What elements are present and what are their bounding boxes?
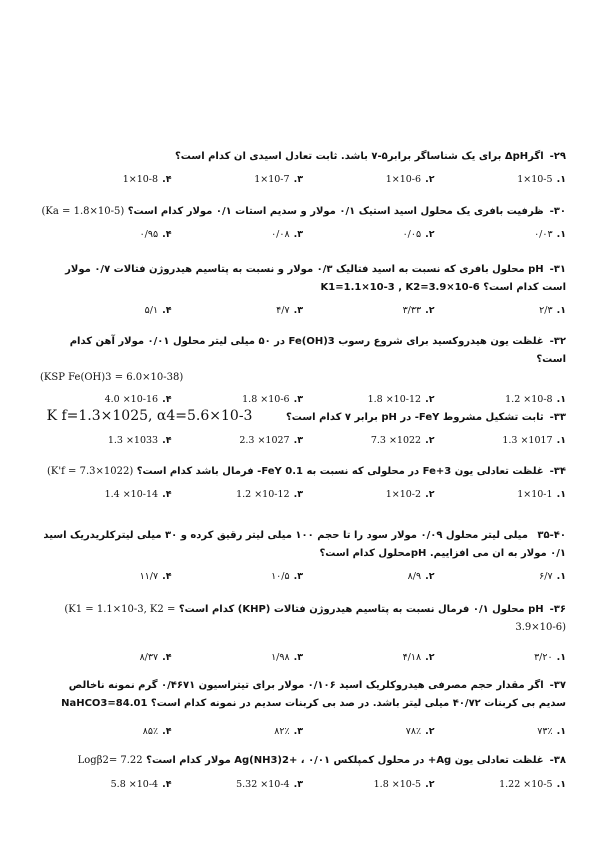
option-id: ۳. [293,726,303,737]
option-3[interactable] [172,570,304,584]
options-row [40,228,566,242]
option-id: ۲. [425,305,435,316]
question-number: ۳۵- [537,530,554,541]
option-1[interactable] [435,434,567,448]
question-34 [40,463,566,502]
option-value: 2.3 ×1027 [239,435,290,446]
option-value: ۰/۰۵ [402,229,422,240]
question-number: ۳۴- [549,466,566,477]
question-text: ۴۰ میلی لیتر محلول ۰/۰۹ مولار سود را تا حجم ۱۰۰ میلی لیتر رقیق کرده و ۳۰ میلی لیترکلریدریک اسید ۰/۱ مولار به ان می افزاییم. pHمحلول کدام است؟ [43,530,566,559]
option-1[interactable] [435,725,567,739]
option-value: ۲/۳ [539,305,553,316]
option-value: 5.8 ×10-4 [110,779,159,790]
option-3[interactable] [172,173,304,187]
option-value: 4.0 ×10-16 [104,394,159,405]
option-value: 1×10-5 [517,174,553,185]
question-text: غلظت تعادلی یون Ag+ در محلول کمپلکس Ag(NH3)2+ ، ۰/۰۱ مولار کدام است؟ [146,755,544,766]
question-stem [40,463,566,481]
question-stem [40,203,566,221]
option-id: ۲. [425,229,435,240]
option-id: ۱. [556,489,566,500]
option-2[interactable] [303,725,435,739]
option-value: ۰/۹۵ [139,229,159,240]
option-4[interactable] [40,304,172,318]
option-1[interactable] [435,488,567,502]
option-id: ۴. [162,571,172,582]
option-4[interactable] [40,725,172,739]
question-stem [40,261,566,297]
option-4[interactable] [40,393,172,407]
option-id: ۳. [293,779,303,790]
option-3[interactable] [172,228,304,242]
option-value: ۸۵٪ [142,726,159,737]
option-value: 1.2 ×10-12 [236,489,290,500]
option-value: 1.3 ×1033 [107,435,159,446]
option-id: ۴. [162,435,172,446]
option-3[interactable] [172,725,304,739]
question-number: ۳۲- [549,336,566,347]
option-value: ۸/۳۷ [139,652,159,663]
option-id: ۴. [162,489,172,500]
question-stem [40,601,566,637]
option-id: ۱. [556,305,566,316]
question-text: اگرΔpH برای یک شناساگر برابر۵-۷ باشد. ثابت تعادل اسیدی ان کدام است؟ [174,151,544,162]
option-value: 5.32 ×10-4 [236,779,290,790]
option-4[interactable] [40,570,172,584]
option-1[interactable] [435,651,567,665]
question-number: ۲۹- [549,151,566,162]
option-4[interactable] [40,228,172,242]
option-value: 1.4 ×10-14 [104,489,159,500]
option-value: 1.2 ×10-8 [505,394,553,405]
option-id: ۲. [425,435,435,446]
option-value: ۱۱/۷ [139,571,159,582]
option-id: ۱. [556,571,566,582]
option-1[interactable] [435,173,567,187]
option-value: 1.8 ×10-6 [242,394,290,405]
options-row [40,434,566,448]
option-id: ۲. [425,174,435,185]
options-row [40,488,566,502]
option-id: ۴. [162,174,172,185]
option-value: ۳/۲۰ [534,652,553,663]
option-id: ۴. [162,229,172,240]
kf-constant: (K'f = 7.3×1022) [47,466,134,477]
option-id: ۱. [556,435,566,446]
option-id: ۳. [293,305,303,316]
question-text: pH محلول ۰/۱ فرمال نسبت به پتاسیم هیدروژن فتالات (KHP) کدام است؟ [178,604,544,615]
option-1[interactable] [435,304,567,318]
question-text: غلظت یون هیدروکسید برای شروع رسوب Fe(OH)3 در ۵۰ میلی لیتر محلول ۰/۰۱ مولار آهن کدام است؟ [69,336,566,365]
question-number: ۳۶- [549,604,566,615]
option-value: ۸/۹ [407,571,422,582]
option-id: ۳. [293,435,303,446]
ka-constant: (Ka = 1.8×10-5) [41,206,125,217]
question-text: ظرفیت بافری یک محلول اسید استیک ۰/۱ مولار و سدیم استات ۰/۱ مولار کدام است؟ [127,206,544,217]
question-number: ۳۳- [549,412,566,423]
option-id: ۲. [425,394,435,405]
option-id: ۳. [293,571,303,582]
option-value: ۱۰/۵ [271,571,290,582]
question-stem [40,148,566,166]
option-id: ۳. [293,394,303,405]
option-value: 1×10-7 [254,174,290,185]
option-1[interactable] [435,570,567,584]
option-value: 1×10-6 [385,174,422,185]
option-2[interactable] [303,570,435,584]
option-value: 1.8 ×10-12 [367,394,422,405]
ksp-line [40,369,566,387]
option-value: 1×10-8 [122,174,159,185]
question-text: غلظت تعادلی یون Fe+3 در محلولی که نسبت به 0.1 FeY- فرمال باشد کدام است؟ [136,466,544,477]
option-3[interactable] [172,393,304,407]
option-id: ۱. [556,779,566,790]
option-2[interactable] [303,393,435,407]
option-id: ۲. [425,489,435,500]
question-number: ۳۱- [549,264,566,275]
option-2[interactable] [303,488,435,502]
option-id: ۴. [162,394,172,405]
option-id: ۱. [556,652,566,663]
question-31 [40,261,566,318]
option-id: ۳. [293,229,303,240]
dissociation-constants: K1=1.1×10-3 , K2=3.9×10-6 [320,282,480,293]
option-4[interactable] [40,434,172,448]
option-2[interactable] [303,651,435,665]
options-row [40,725,566,739]
option-value: ۴/۷ [276,305,290,316]
dissociation-constants: (K1 = 1.1×10-3, K2 = 3.9×10-6) [64,604,566,633]
question-number: ۳۸- [549,755,566,766]
options-row [40,393,566,407]
question-text: ثابت تشکیل مشروط FeY- در pH برابر ۷ کدام است؟ [285,412,544,423]
option-1[interactable] [435,778,567,792]
option-1[interactable] [435,393,567,407]
question-stem [40,752,566,770]
option-id: ۴. [162,726,172,737]
option-4[interactable] [40,488,172,502]
question-stem [40,677,566,713]
option-value: 1×10-2 [385,489,422,500]
options-row [40,304,566,318]
question-stem [40,333,566,369]
option-value: ۸۲٪ [274,726,290,737]
option-value: ۶/۷ [539,571,553,582]
option-2[interactable] [303,173,435,187]
question-36 [40,601,566,665]
question-30 [40,203,566,242]
question-stem [40,527,566,563]
options-row [40,570,566,584]
option-id: ۴. [162,305,172,316]
option-id: ۱. [556,174,566,185]
question-stem [40,407,566,427]
option-value: ۴/۱۸ [402,652,422,663]
option-3[interactable] [172,778,304,792]
option-4[interactable] [40,173,172,187]
option-value: 1.8 ×10-5 [373,779,422,790]
option-3[interactable] [172,434,304,448]
option-4[interactable] [40,778,172,792]
question-number: ۳۰- [549,206,566,217]
option-id: ۱. [556,394,566,405]
option-id: ۲. [425,726,435,737]
option-2[interactable] [303,304,435,318]
option-value: ۱/۹۸ [271,652,290,663]
option-id: ۲. [425,779,435,790]
option-value: ۰/۰۳ [534,229,553,240]
question-38 [40,752,566,792]
option-2[interactable] [303,778,435,792]
options-row [40,651,566,665]
options-row [40,173,566,187]
question-37 [40,677,566,739]
option-value: 7.3 ×1022 [370,435,422,446]
option-id: ۳. [293,489,303,500]
option-id: ۱. [556,229,566,240]
question-29 [40,148,566,187]
option-id: ۴. [162,652,172,663]
option-id: ۱. [556,726,566,737]
option-2[interactable] [303,228,435,242]
option-3[interactable] [172,651,304,665]
options-row [40,778,566,792]
option-value: ۳/۳۳ [402,305,422,316]
option-value: ۷۳٪ [537,726,553,737]
question-text: اگر مقدار حجم مصرفی هیدروکلریک اسید ۰/۱۰۶ مولار برای تیتراسیون ۰/۴۶۷۱ گرم نمونه ناخالص سدیم بی کربنات ۴۰/۷۲ میلی لیتر باشد. در صد بی کربنات سدیم در نمونه کدام است؟ [68,680,566,709]
question-32 [40,333,566,407]
option-value: ۰/۰۸ [271,229,290,240]
option-value: 1.3 ×1017 [502,435,553,446]
option-1[interactable] [435,228,567,242]
option-id: ۳. [293,652,303,663]
molar-mass: NaHCO3=84.01 [61,698,148,709]
stability-constant: Logβ2= 7.22 [77,755,143,766]
option-2[interactable] [303,434,435,448]
option-value: 1.22 ×10-5 [499,779,553,790]
option-id: ۳. [293,174,303,185]
question-35 [40,527,566,584]
formation-constant: K f=1.3×1025, α4=5.6×10-3 [46,408,253,424]
option-4[interactable] [40,651,172,665]
question-text: pH محلول بافری که نسبت به اسید فتالیک ۰/۳ مولار و نسبت به پتاسیم هیدروژن فتالات ۰/۷ مولار است کدام است؟ [65,264,566,293]
option-3[interactable] [172,488,304,502]
option-id: ۲. [425,571,435,582]
option-value: 1×10-1 [517,489,553,500]
option-value: ۵/۱ [144,305,159,316]
option-id: ۴. [162,779,172,790]
question-33 [40,407,566,448]
option-id: ۲. [425,652,435,663]
option-3[interactable] [172,304,304,318]
question-number: ۳۷- [549,680,566,691]
option-value: ۷۸٪ [405,726,422,737]
ksp-constant: (KSP Fe(OH)3 = 6.0×10-38) [40,372,184,383]
